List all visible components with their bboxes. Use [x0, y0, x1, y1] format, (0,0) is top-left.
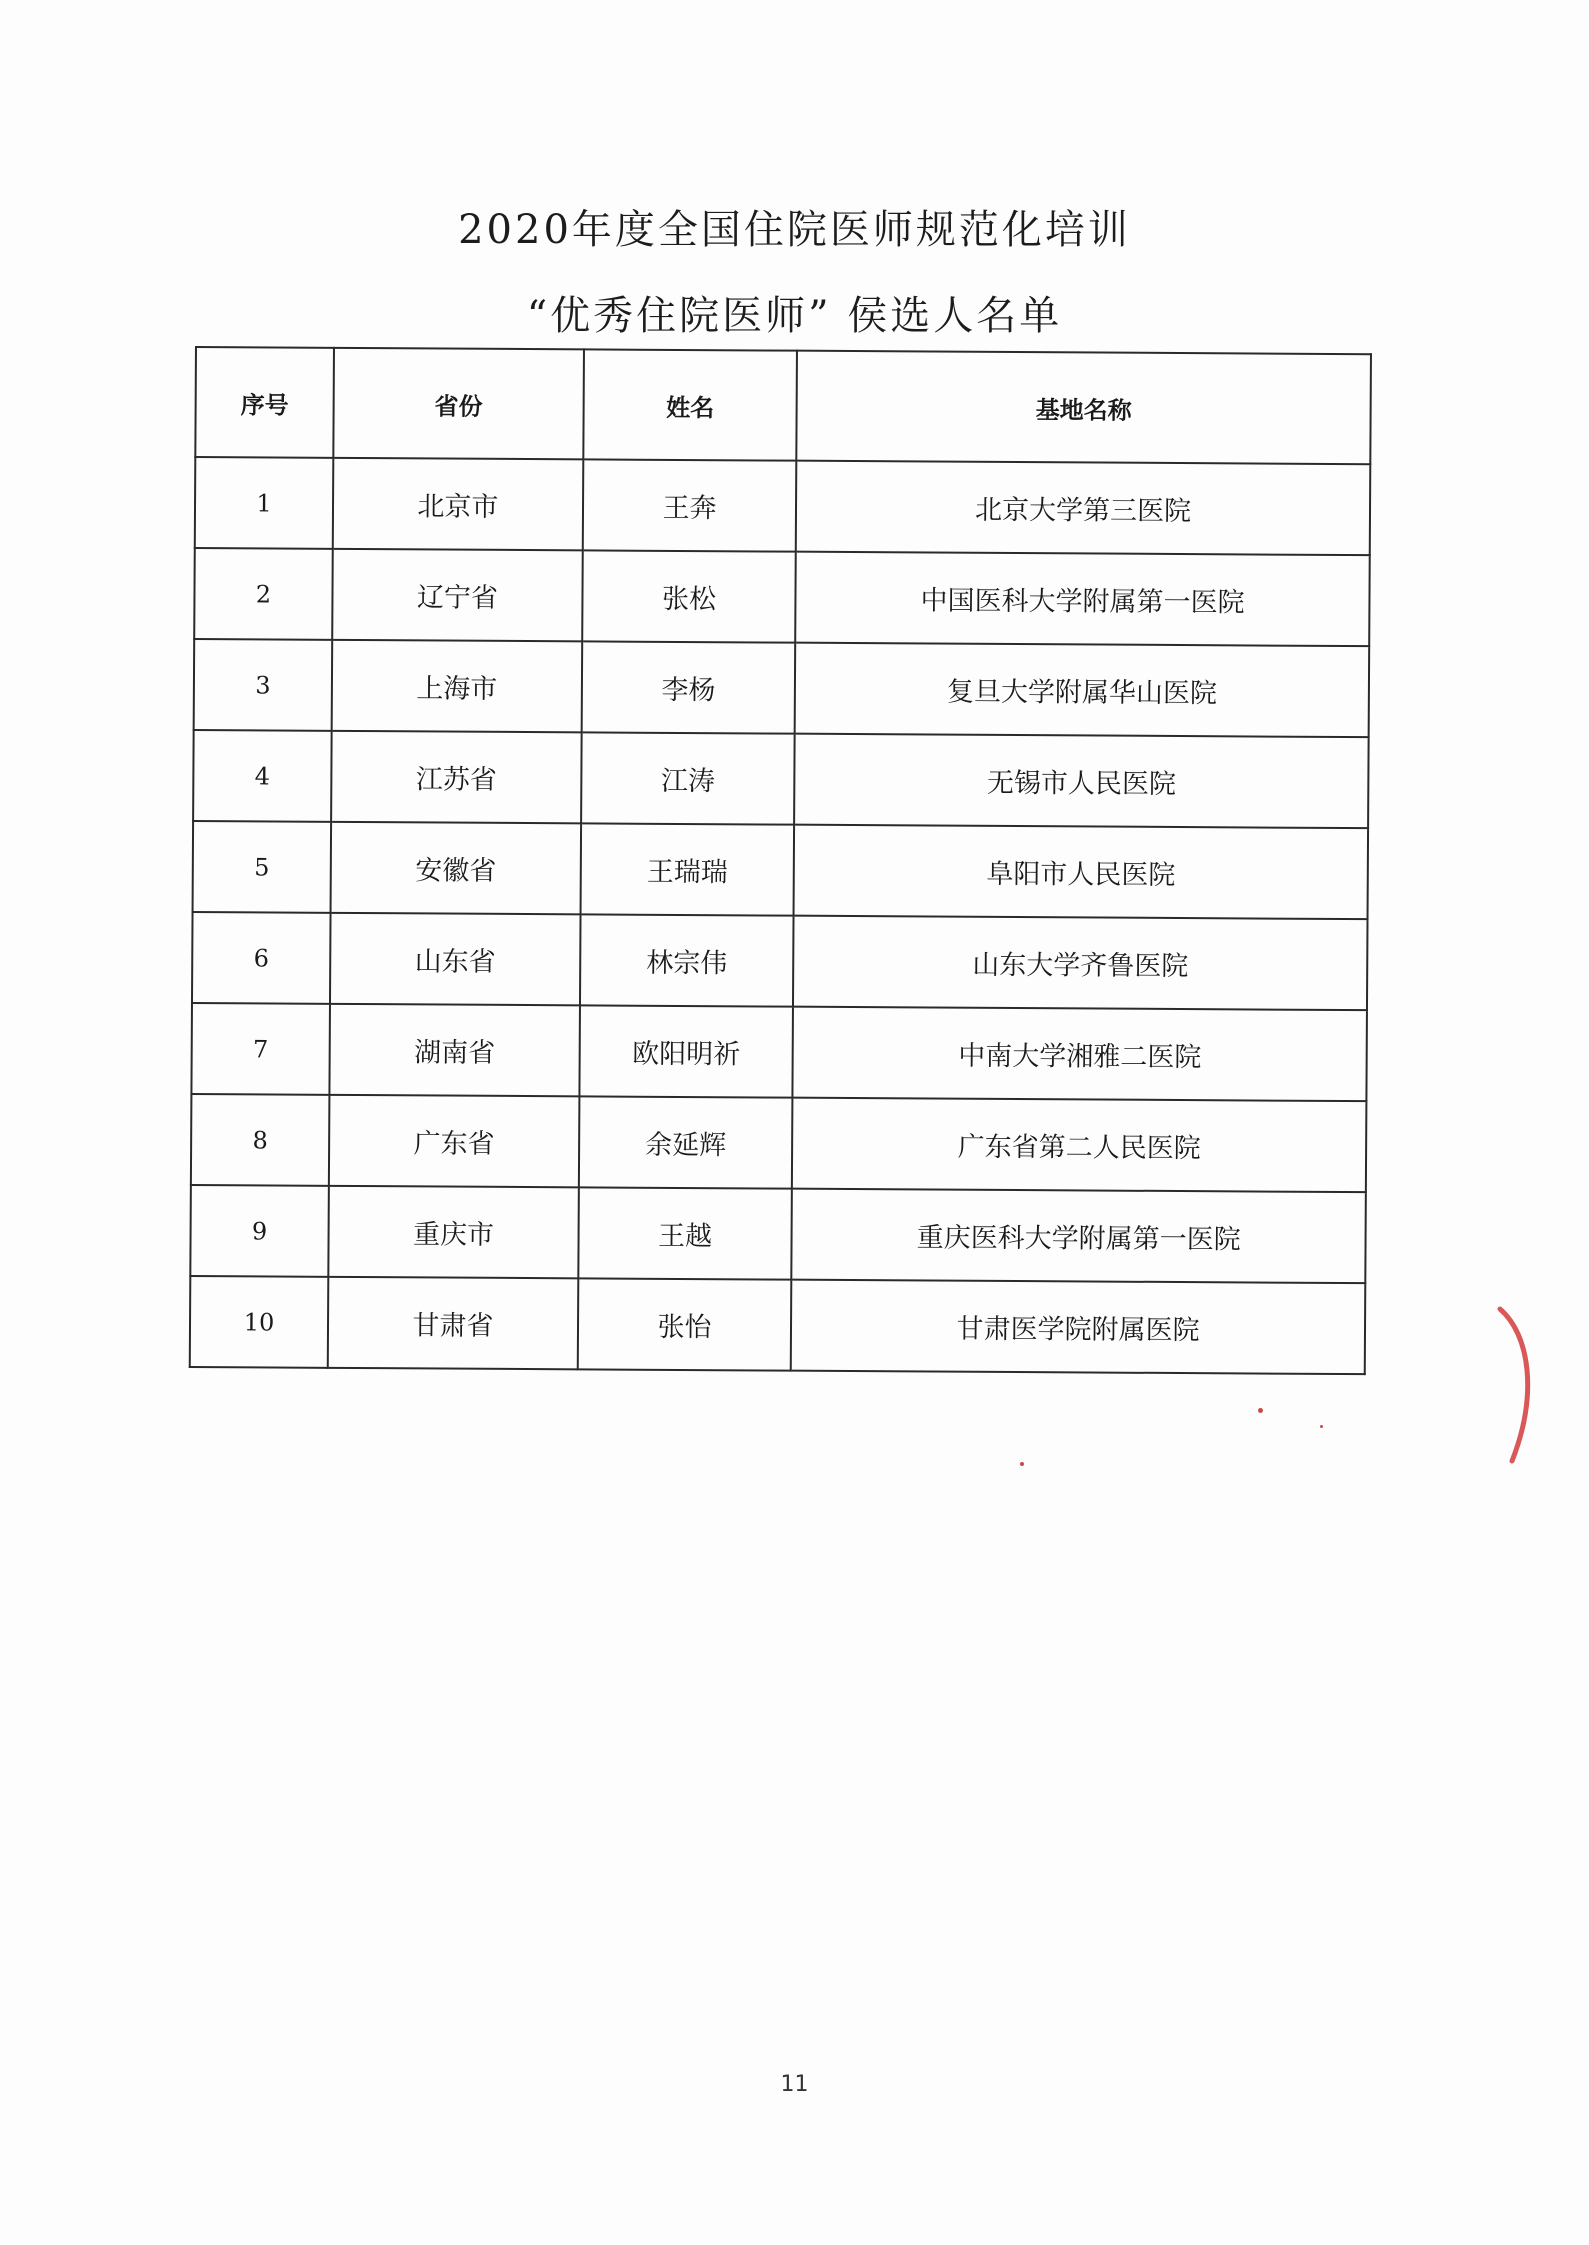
header-name: 姓名: [583, 349, 797, 460]
cell-base-name: 广东省第二人民医院: [792, 1098, 1366, 1193]
cell-name: 江涛: [581, 732, 795, 824]
cell-name: 林宗伟: [580, 914, 794, 1006]
cell-name: 余延辉: [579, 1096, 793, 1188]
cell-province: 湖南省: [329, 1004, 579, 1097]
cell-province: 上海市: [332, 640, 582, 733]
cell-serial-number: 2: [194, 548, 333, 640]
cell-serial-number: 4: [193, 730, 332, 822]
cell-base-name: 中国医科大学附属第一医院: [795, 552, 1369, 647]
header-serial-number: 序号: [195, 347, 334, 458]
table-row: [194, 548, 1370, 646]
cell-name: 王瑞瑞: [580, 823, 794, 915]
cell-base-name: 甘肃医学院附属医院: [791, 1280, 1365, 1375]
cell-serial-number: 5: [193, 821, 332, 913]
cell-base-name: 阜阳市人民医院: [794, 825, 1368, 920]
cell-name: 王奔: [583, 459, 797, 551]
table-row: [191, 1003, 1367, 1101]
table-row: [192, 912, 1368, 1010]
cell-serial-number: 8: [191, 1094, 330, 1186]
cell-serial-number: 9: [190, 1185, 329, 1277]
cell-base-name: 复旦大学附属华山医院: [795, 643, 1369, 738]
table-row: [195, 457, 1371, 555]
table-row: [194, 639, 1370, 737]
cell-province: 重庆市: [328, 1186, 578, 1279]
table-row: [193, 821, 1369, 919]
cell-name: 王越: [578, 1187, 792, 1279]
cell-serial-number: 3: [194, 639, 333, 731]
seal-stamp-fragment: [1490, 1305, 1550, 1465]
cell-serial-number: 10: [190, 1276, 329, 1368]
table-row: [191, 1094, 1367, 1192]
table-row: [190, 1185, 1366, 1283]
cell-name: 张松: [582, 550, 796, 642]
cell-name: 李杨: [582, 641, 796, 733]
page-number: 11: [780, 2072, 809, 2097]
cell-base-name: 山东大学齐鲁医院: [793, 916, 1367, 1011]
cell-serial-number: 7: [191, 1003, 330, 1095]
cell-name: 欧阳明祈: [579, 1005, 793, 1097]
document-title-line1: 2020年度全国住院医师规范化培训: [458, 207, 1131, 253]
cell-province: 甘肃省: [328, 1277, 578, 1370]
header-base-name: 基地名称: [796, 351, 1371, 465]
cell-province: 广东省: [329, 1095, 579, 1188]
cell-name: 张怡: [578, 1278, 792, 1370]
cell-base-name: 无锡市人民医院: [794, 734, 1368, 829]
cell-province: 江苏省: [331, 731, 581, 824]
cell-serial-number: 6: [192, 912, 331, 1004]
header-province: 省份: [333, 348, 584, 460]
cell-serial-number: 1: [195, 457, 334, 549]
table-row: [190, 1276, 1366, 1374]
cell-province: 辽宁省: [332, 549, 582, 642]
cell-base-name: 重庆医科大学附属第一医院: [791, 1189, 1365, 1284]
stamp-speck: [1258, 1408, 1263, 1413]
cell-province: 北京市: [333, 458, 583, 551]
stamp-speck: [1020, 1462, 1024, 1466]
table-row: [193, 730, 1369, 828]
table-header-row: [195, 347, 1371, 464]
cell-province: 山东省: [330, 913, 580, 1006]
stamp-speck: [1320, 1425, 1323, 1428]
cell-province: 安徽省: [331, 822, 581, 915]
candidate-table: [189, 346, 1372, 1375]
cell-base-name: 中南大学湘雅二医院: [793, 1007, 1367, 1102]
document-title-line2: “优秀住院医师” 侯选人名单: [526, 293, 1063, 339]
cell-base-name: 北京大学第三医院: [796, 461, 1370, 556]
